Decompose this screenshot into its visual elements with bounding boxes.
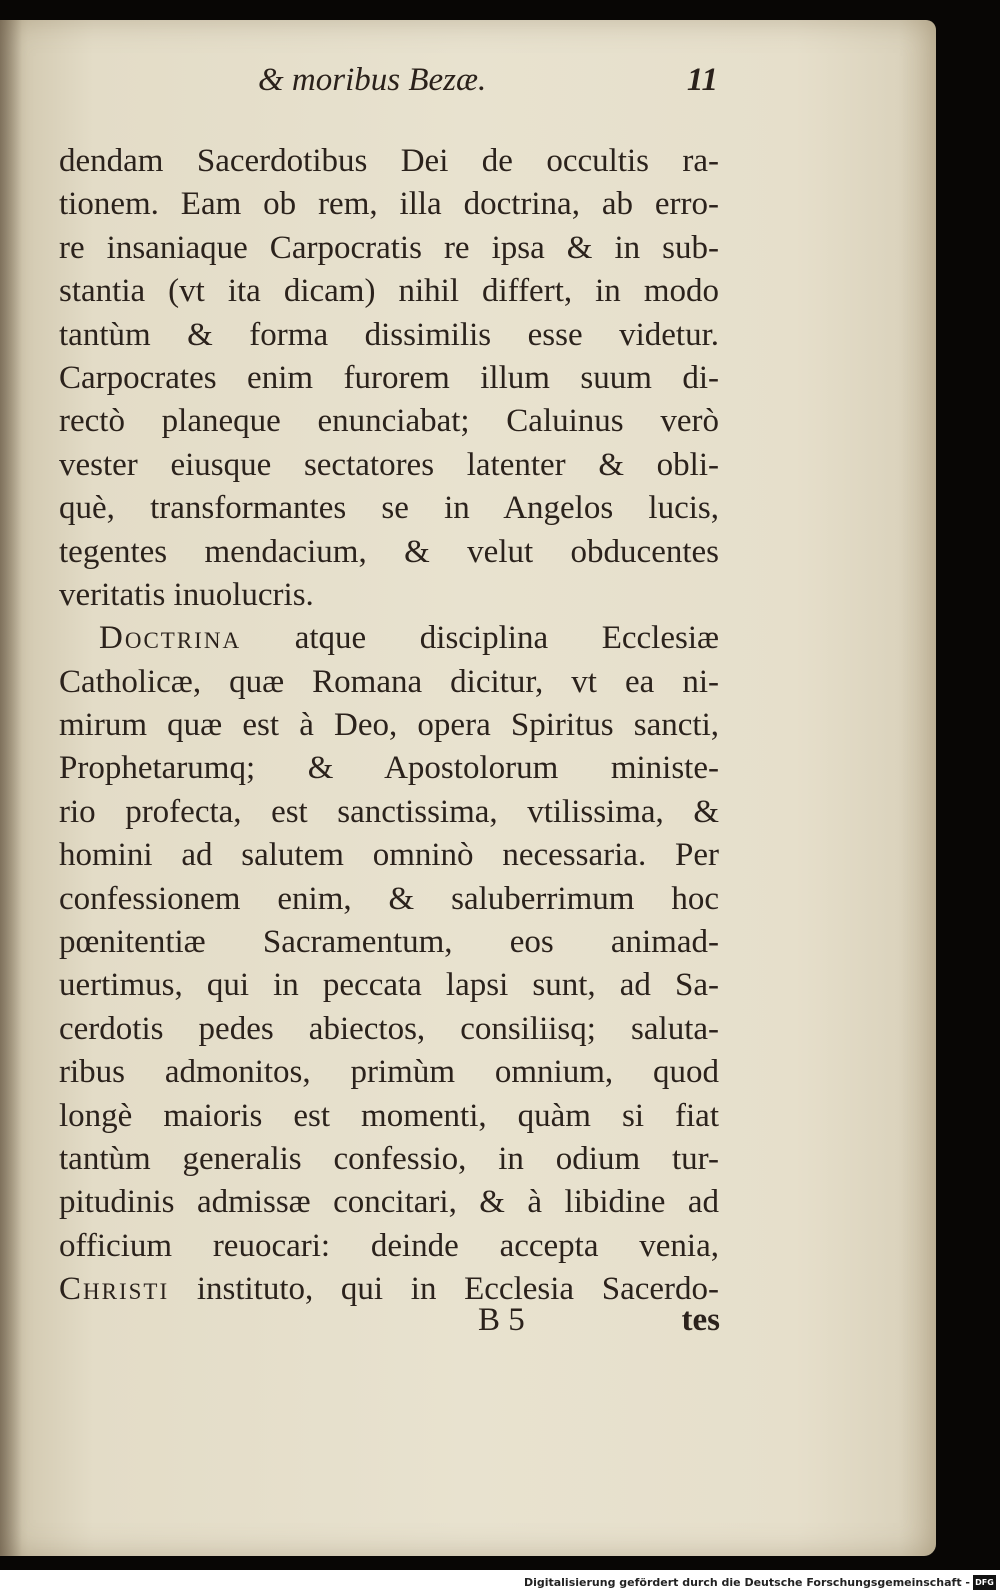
text-line: mirum quæ est à Deo, opera Spiritus sancti, (59, 707, 719, 744)
digitization-notice: Digitalisierung gefördert durch die Deutsche Forschungsgemeinschaft - (523, 1576, 970, 1589)
running-head (258, 62, 718, 110)
text-line: tegentes mendacium, & velut obducentes (59, 533, 719, 570)
text-line: tantùm generalis confessio, in odium tur- (59, 1140, 719, 1177)
smallcaps-word: Christi (59, 1271, 170, 1308)
smallcaps-word: Doctrina (99, 620, 242, 657)
text-line: dendam Sacerdotibus Dei de occultis ra- (59, 143, 719, 179)
text-line: tantùm & forma dissimilis esse videtur. (59, 316, 719, 353)
page-gutter-shadow (0, 20, 22, 1556)
text-line: homini ad salutem omninò necessaria. Per (59, 837, 719, 874)
text-line: pœnitentiæ Sacramentum, eos animad- (59, 924, 719, 961)
text-line: pitudinis admissæ concitari, & à libidine ad (59, 1184, 719, 1221)
text-line: cerdotis pedes abiectos, consiliisq; saluta- (59, 1010, 719, 1047)
page-footer (478, 1302, 720, 1346)
text-line: rio profecta, est sanctissima, vtilissima, & (59, 793, 719, 830)
text-line: què, transformantes se in Angelos lucis, (59, 490, 719, 527)
text-line: confessionem enim, & saluberrimum hoc (59, 880, 719, 917)
page-number: 11 (686, 62, 718, 98)
text-line: rectò planeque enunciabat; Caluinus verò (59, 403, 719, 440)
text-line: ribus admonitos, primùm omnium, quod (59, 1054, 719, 1091)
text-line: Carpocrates enim furorem illum suum di- (59, 359, 719, 396)
text-line: stantia (vt ita dicam) nihil differt, in modo (59, 273, 719, 310)
signature-mark: B 5 (478, 1302, 525, 1338)
text-line: officium reuocari: deinde accepta venia, (59, 1227, 719, 1264)
text-line: vester eiusque sectatores latenter & obli- (59, 446, 719, 483)
text-fragment: atque disciplina Ecclesiæ (294, 620, 719, 657)
text-line: re insaniaque Carpocratis re ipsa & in sub- (59, 229, 719, 266)
text-fragment: instituto, qui in Ecclesia Sacerdo- (196, 1271, 719, 1308)
text-line: Prophetarumq; & Apostolorum ministe- (59, 750, 719, 787)
running-title: & moribus Bezæ. (258, 62, 487, 98)
text-line: uertimus, qui in peccata lapsi sunt, ad Sa- (59, 967, 719, 1004)
text-line: longè maioris est momenti, quàm si fiat (59, 1097, 719, 1134)
dfg-logo: DFG (973, 1575, 996, 1590)
digitization-credit-bar (0, 1573, 1000, 1595)
text-line: Catholicæ, quæ Romana dicitur, vt ea ni- (59, 663, 719, 700)
text-line: tionem. Eam ob rem, illa doctrina, ab erro- (59, 186, 719, 223)
text-block (59, 140, 719, 1312)
catchword: tes (681, 1302, 720, 1338)
paragraph-opening-line (59, 617, 719, 660)
text-line: veritatis inuolucris. (59, 576, 314, 613)
